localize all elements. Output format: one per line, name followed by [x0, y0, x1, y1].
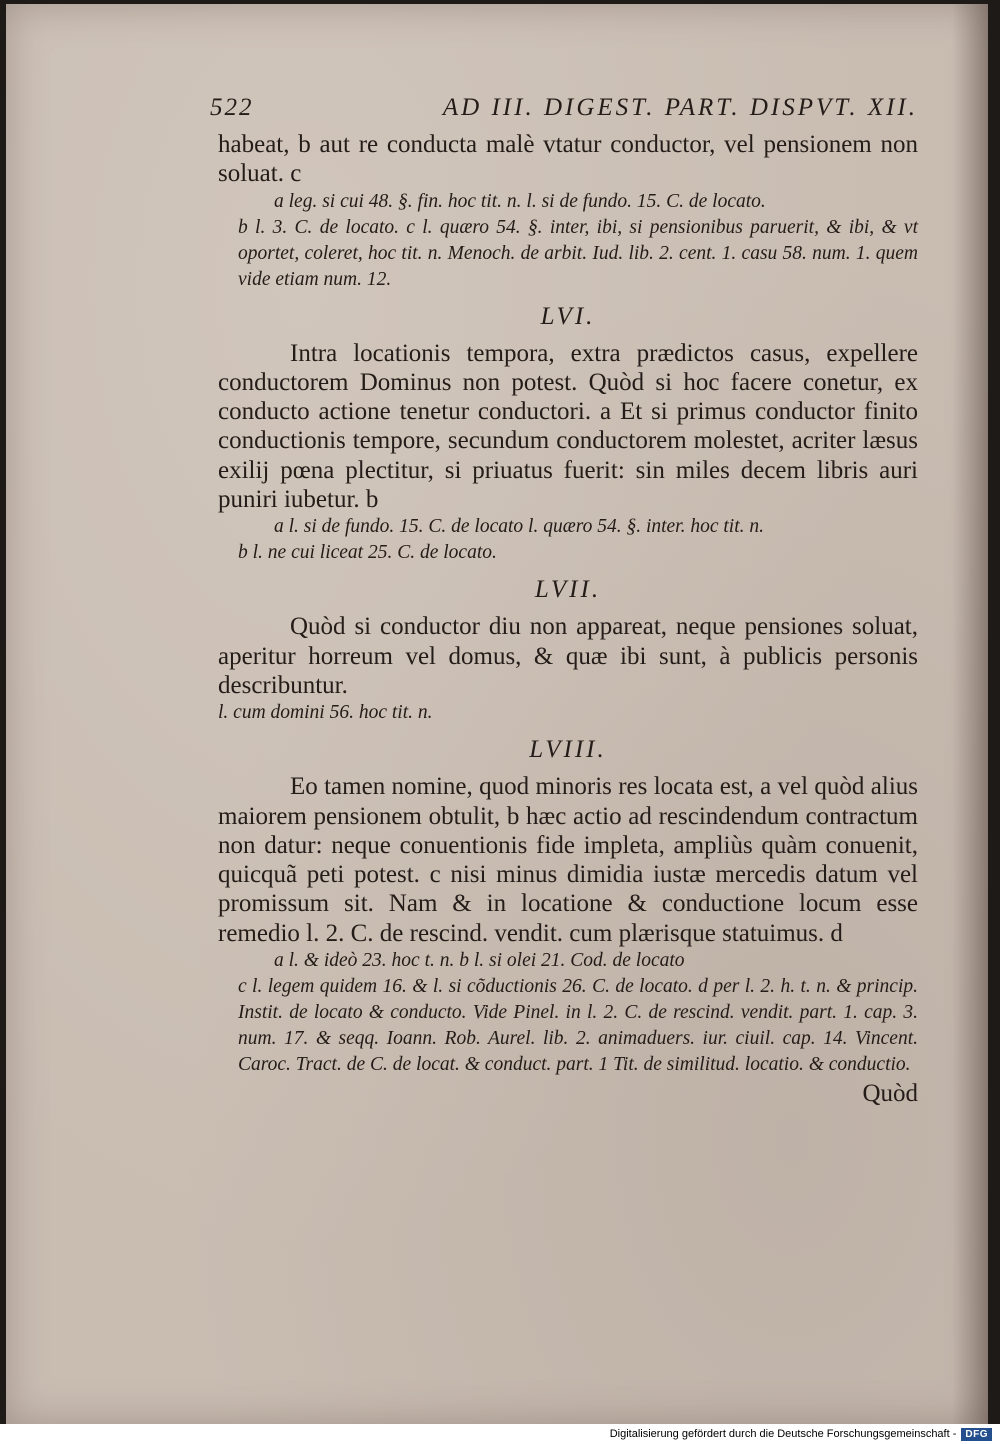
section-heading: LVI. — [540, 302, 596, 330]
footer-credit: Digitalisierung gefördert durch die Deutsche Forschungsgemeinschaft - — [609, 1428, 957, 1440]
body-paragraph: Quòd si conductor diu non appareat, neque pensiones soluat, aperitur horreum vel domus, & quæ ibi sunt, à publicis personis describuntur. — [218, 613, 918, 699]
footnote: a l. & ideò 23. hoc t. n. b l. si olei 21. Cod. de locato — [274, 950, 685, 972]
catchword: Quòd — [862, 1080, 918, 1108]
body-paragraph: habeat, b aut re conducta malè vtatur conductor, vel pensionem non soluat. c — [218, 131, 918, 188]
footnote: b l. ne cui liceat 25. C. de locato. — [238, 542, 497, 564]
footnote: a l. si de fundo. 15. C. de locato l. quæro 54. §. inter. hoc tit. n. — [274, 516, 765, 538]
running-head: AD III. DIGEST. PART. DISPVT. XII. — [442, 94, 918, 121]
running-header — [210, 90, 918, 126]
footnote: l. cum domini 56. hoc tit. n. — [218, 702, 433, 724]
scanned-page — [6, 4, 988, 1424]
text-block — [210, 90, 918, 1108]
footnote: a leg. si cui 48. §. fin. hoc tit. n. l. si de fundo. 15. C. de locato. — [274, 190, 766, 212]
section-heading: LVII. — [534, 576, 602, 604]
body-paragraph: Intra locationis tempora, extra prædictos casus, expellere conductorem Dominus non potest. Quòd si hoc facere conetur, ex conducto actione tenetur conductori. a Et si primus conductor finito conductionis tempore, secundum conductorem molestet, acriter læsus exilij pœna plectitur, si priuatus fuerit: sin miles decem libris auri puniri iubetur. b — [218, 339, 918, 514]
page-number: 522 — [210, 94, 254, 121]
section-heading: LVIII. — [529, 736, 607, 764]
page-content — [218, 130, 918, 1078]
digitization-footer — [0, 1424, 1000, 1444]
body-paragraph: Eo tamen nomine, quod minoris res locata est, a vel quòd alius maiorem pensionem obtulit, b hæc actio ad rescindendum contractum non datur: neque conuentionis fide impleta, ampliùs quàm conuenit, quicquã peti potest. c nisi minus dimidia iustæ mercedis datum vel promissum sit. Nam & in locatione & conductione locum esse remedio l. 2. C. de rescind. vendit. cum plærisque statuimus. d — [218, 773, 918, 947]
page-gutter-shadow — [952, 4, 988, 1424]
footnote: b l. 3. C. de locato. c l. quæro 54. §. inter, ibi, si pensionibus paruerit, & ibi, & vt oportet, coleret, hoc tit. n. Menoch. de arbit. Iud. lib. 2. cent. 1. casu 58. num. 1. quem vide etiam num. 12. — [238, 216, 918, 290]
dfg-logo: DFG — [961, 1428, 992, 1441]
footnote: c l. legem quidem 16. & l. si cõductionis 26. C. de locato. d per l. 2. h. t. n. & princip. Instit. de locato & conducto. Vide Pinel. in l. 2. C. de rescind. vendit. part. 1. cap. 3. num. 17. & seqq. Ioann. Rob. Aurel. lib. 2. animaduers. iur. ciuil. cap. 14. Vincent. Caroc. Tract. de C. de locat. & conduct. part. 1 Tit. de similitud. locatio. & conductio. — [238, 976, 918, 1076]
